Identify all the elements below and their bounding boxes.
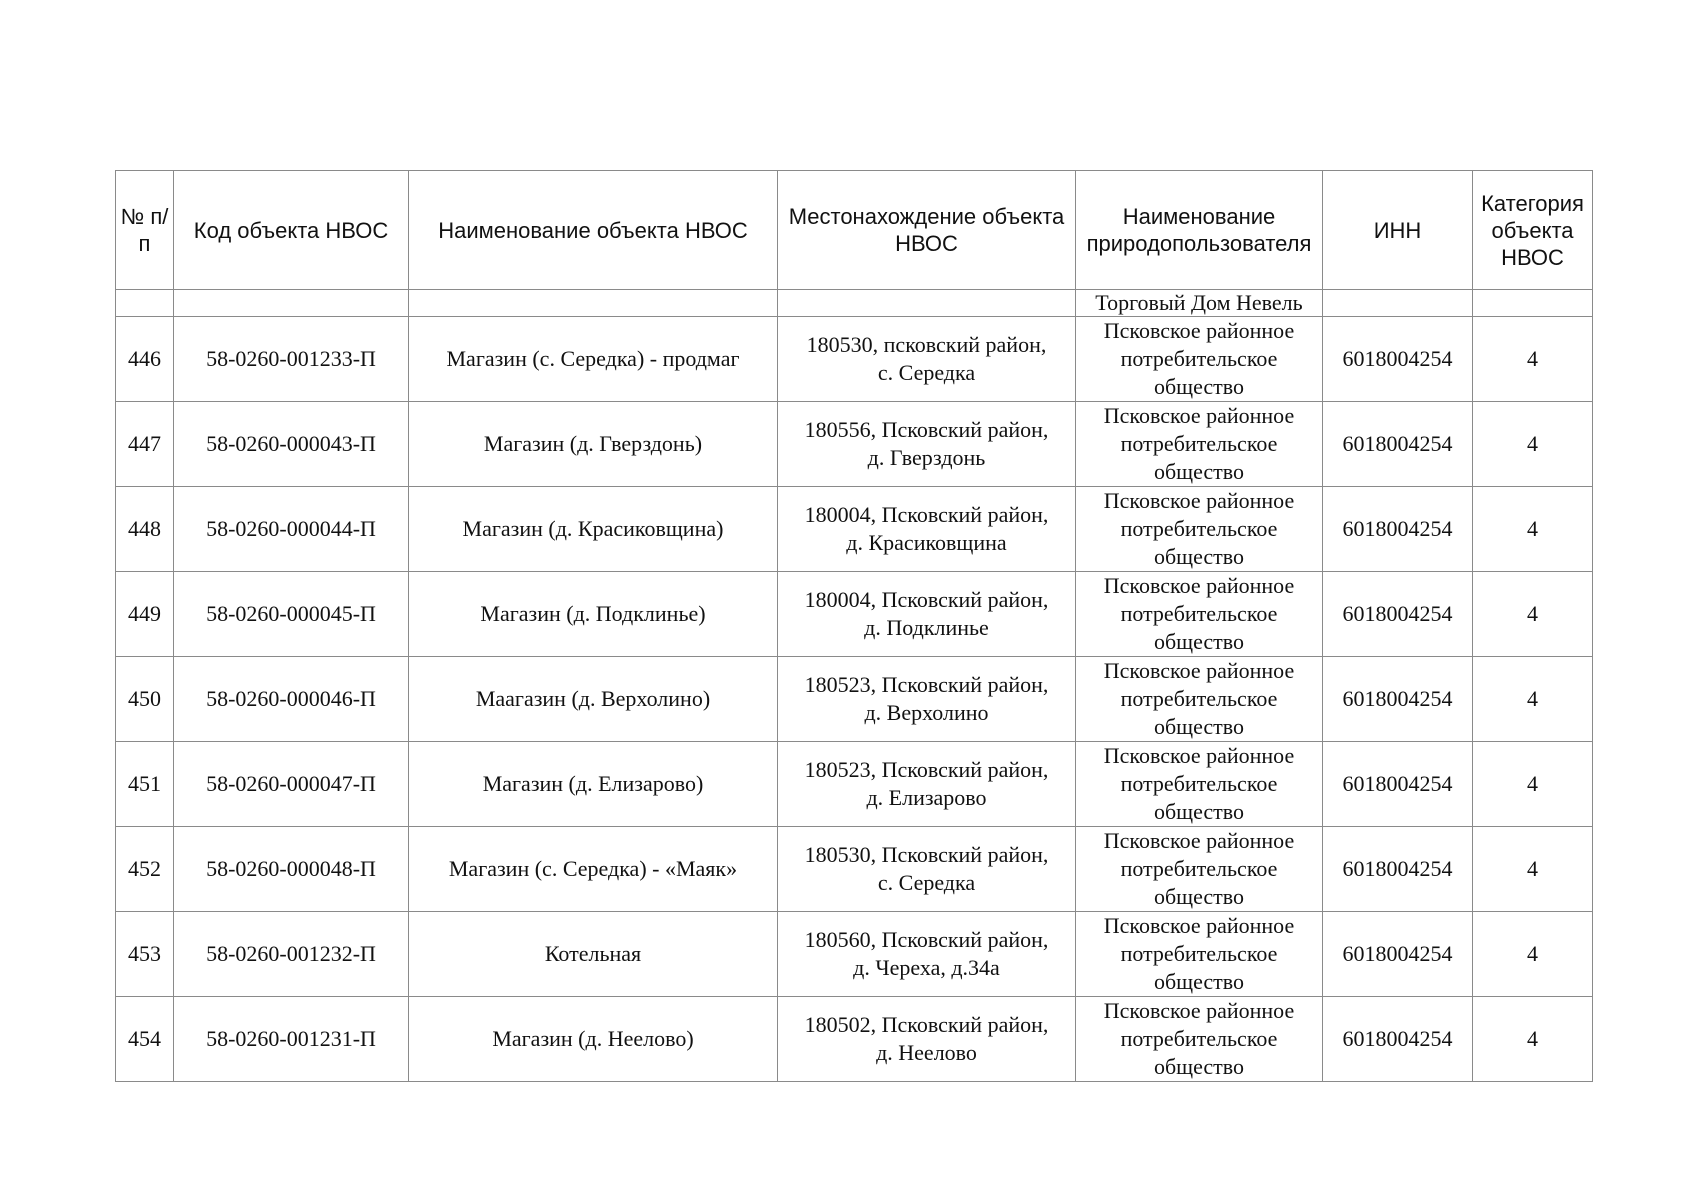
cell-location: [778, 487, 1076, 572]
cell-num: 446: [116, 317, 174, 402]
cell-location-line1: 180560, Псковский район,: [804, 927, 1049, 952]
cell-name: Магазин (д. Елизарово): [409, 742, 778, 827]
subheader-empty-cell: [1473, 290, 1593, 317]
table-row: [116, 827, 1593, 912]
cell-name: Котельная: [409, 912, 778, 997]
cell-num: 448: [116, 487, 174, 572]
cell-category: 4: [1473, 487, 1593, 572]
header-code: Код объекта НВОС: [174, 171, 409, 290]
subheader-empty-cell: [409, 290, 778, 317]
subheader-user-cell: Торговый Дом Невель: [1076, 290, 1323, 317]
nvos-registry-table: [115, 170, 1593, 1082]
header-location: Местонахождение объекта НВОС: [778, 171, 1076, 290]
cell-name: Маагазин (д. Верхолино): [409, 657, 778, 742]
cell-user: Псковское районное потребительское общество: [1076, 402, 1323, 487]
cell-category: 4: [1473, 827, 1593, 912]
cell-location-line1: 180502, Псковский район,: [804, 1012, 1049, 1037]
table-row: [116, 912, 1593, 997]
table-row: [116, 402, 1593, 487]
cell-code: 58-0260-000044-П: [174, 487, 409, 572]
cell-location-line2: д. Подклинье: [864, 615, 989, 640]
cell-num: 453: [116, 912, 174, 997]
header-name: Наименование объекта НВОС: [409, 171, 778, 290]
cell-inn: 6018004254: [1323, 827, 1473, 912]
cell-location-line1: 180530, псковский район,: [806, 332, 1047, 357]
cell-code: 58-0260-000047-П: [174, 742, 409, 827]
cell-inn: 6018004254: [1323, 997, 1473, 1082]
cell-location: [778, 572, 1076, 657]
cell-location-line2: д. Верхолино: [864, 700, 989, 725]
cell-name: Магазин (д. Красиковщина): [409, 487, 778, 572]
cell-inn: 6018004254: [1323, 487, 1473, 572]
cell-location: [778, 742, 1076, 827]
table-row: [116, 572, 1593, 657]
subheader-empty-cell: [1323, 290, 1473, 317]
cell-location: [778, 402, 1076, 487]
cell-category: 4: [1473, 402, 1593, 487]
cell-user: Псковское районное потребительское общество: [1076, 912, 1323, 997]
cell-inn: 6018004254: [1323, 572, 1473, 657]
cell-user: Псковское районное потребительское общество: [1076, 827, 1323, 912]
cell-name: Магазин (д. Неелово): [409, 997, 778, 1082]
cell-num: 451: [116, 742, 174, 827]
cell-category: 4: [1473, 657, 1593, 742]
cell-code: 58-0260-001233-П: [174, 317, 409, 402]
subheader-empty-cell: [174, 290, 409, 317]
cell-location-line2: д. Череха, д.34а: [853, 955, 1000, 980]
table-row: [116, 317, 1593, 402]
cell-inn: 6018004254: [1323, 402, 1473, 487]
cell-category: 4: [1473, 317, 1593, 402]
cell-user: Псковское районное потребительское общество: [1076, 317, 1323, 402]
header-num: № п/п: [116, 171, 174, 290]
cell-location: [778, 657, 1076, 742]
cell-location: [778, 827, 1076, 912]
cell-user: Псковское районное потребительское общество: [1076, 572, 1323, 657]
cell-location-line1: 180004, Псковский район,: [804, 587, 1049, 612]
cell-code: 58-0260-000043-П: [174, 402, 409, 487]
cell-inn: 6018004254: [1323, 912, 1473, 997]
table-row: [116, 997, 1593, 1082]
cell-code: 58-0260-001231-П: [174, 997, 409, 1082]
cell-num: 452: [116, 827, 174, 912]
cell-user: Псковское районное потребительское общество: [1076, 487, 1323, 572]
cell-user: Псковское районное потребительское общество: [1076, 742, 1323, 827]
cell-inn: 6018004254: [1323, 317, 1473, 402]
cell-category: 4: [1473, 912, 1593, 997]
cell-user: Псковское районное потребительское общество: [1076, 657, 1323, 742]
cell-location-line2: д. Елизарово: [866, 785, 987, 810]
cell-location-line2: с. Середка: [877, 870, 976, 895]
table-header-row: [116, 171, 1593, 290]
header-inn: ИНН: [1323, 171, 1473, 290]
cell-location-line1: 180556, Псковский район,: [804, 417, 1049, 442]
cell-name: Магазин (д. Гверздонь): [409, 402, 778, 487]
cell-location-line2: д. Неелово: [876, 1040, 977, 1065]
cell-location-line2: с. Середка: [877, 360, 976, 385]
cell-category: 4: [1473, 997, 1593, 1082]
table-subheader-row: [116, 290, 1593, 317]
subheader-empty-cell: [116, 290, 174, 317]
cell-location-line1: 180004, Псковский район,: [804, 502, 1049, 527]
cell-location: [778, 317, 1076, 402]
cell-name: Магазин (д. Подклинье): [409, 572, 778, 657]
cell-num: 450: [116, 657, 174, 742]
cell-code: 58-0260-000048-П: [174, 827, 409, 912]
cell-inn: 6018004254: [1323, 657, 1473, 742]
cell-location-line2: д. Красиковщина: [846, 530, 1007, 555]
cell-inn: 6018004254: [1323, 742, 1473, 827]
table-row: [116, 657, 1593, 742]
cell-name: Магазин (с. Середка) - «Маяк»: [409, 827, 778, 912]
cell-location: [778, 997, 1076, 1082]
table-row: [116, 742, 1593, 827]
cell-location-line1: 180530, Псковский район,: [804, 842, 1049, 867]
subheader-empty-cell: [778, 290, 1076, 317]
cell-code: 58-0260-001232-П: [174, 912, 409, 997]
header-category: Категория объекта НВОС: [1473, 171, 1593, 290]
cell-num: 454: [116, 997, 174, 1082]
cell-category: 4: [1473, 742, 1593, 827]
cell-num: 449: [116, 572, 174, 657]
cell-location-line1: 180523, Псковский район,: [804, 757, 1049, 782]
cell-location: [778, 912, 1076, 997]
cell-location-line2: д. Гверздонь: [867, 445, 986, 470]
cell-code: 58-0260-000046-П: [174, 657, 409, 742]
cell-code: 58-0260-000045-П: [174, 572, 409, 657]
cell-num: 447: [116, 402, 174, 487]
cell-category: 4: [1473, 572, 1593, 657]
header-user: Наименование природопользователя: [1076, 171, 1323, 290]
table-row: [116, 487, 1593, 572]
cell-location-line1: 180523, Псковский район,: [804, 672, 1049, 697]
cell-name: Магазин (с. Середка) - продмаг: [409, 317, 778, 402]
cell-user: Псковское районное потребительское общество: [1076, 997, 1323, 1082]
